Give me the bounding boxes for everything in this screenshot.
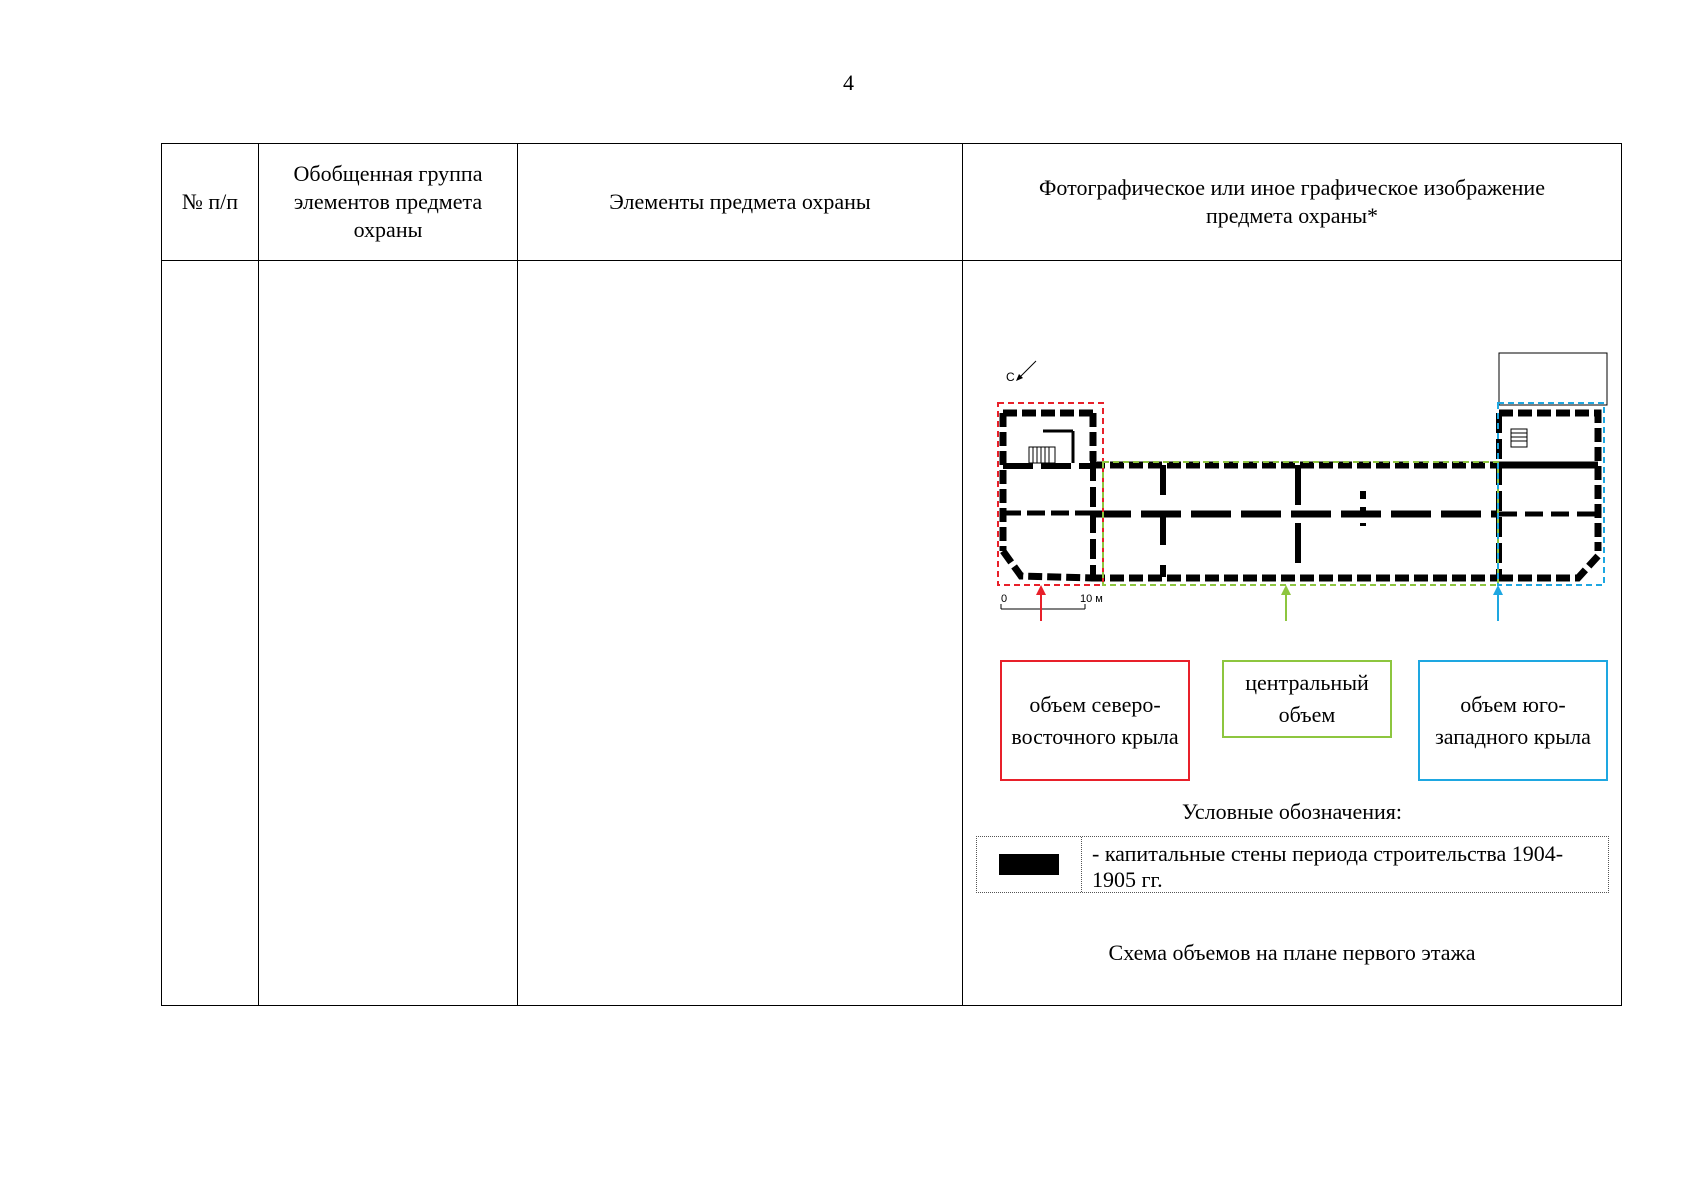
callout-northeast-volume: объем северо-восточного крыла: [1000, 660, 1190, 781]
protection-table: [161, 143, 1622, 1006]
southwest-volume-outline: [1498, 403, 1604, 585]
page-number: 4: [843, 70, 854, 95]
header-number: № п/п: [162, 144, 259, 261]
legend-table: [976, 836, 1609, 893]
floor-plan-figure: [963, 261, 1621, 1005]
capital-wall-swatch: [999, 854, 1059, 875]
cell-number: [162, 261, 259, 1006]
cell-elements: [518, 261, 963, 1006]
floor-plan-drawing: [973, 351, 1613, 605]
legend-swatch-cell: [977, 837, 1082, 892]
scale-bar: [1001, 593, 1103, 609]
header-group: Обобщенная группа элементов предмета охраны: [259, 144, 518, 261]
callout-southwest-volume: объем юго-западного крыла: [1418, 660, 1608, 781]
cell-group: [259, 261, 518, 1006]
table-row: [162, 261, 1622, 1006]
table-header-row: [162, 144, 1622, 261]
header-elements: Элементы предмета охраны: [518, 144, 963, 261]
header-image: Фотографическое или иное графическое изображение предмета охраны*: [963, 144, 1622, 261]
annex-outline: [1499, 353, 1607, 405]
cell-image: [963, 261, 1622, 1006]
svg-text:10 м: 10 м: [1080, 593, 1103, 605]
figure-caption: Схема объемов на плане первого этажа: [1108, 940, 1476, 965]
legend-title: Условные обозначения:: [1181, 799, 1403, 824]
svg-text:0: 0: [1001, 593, 1008, 605]
capital-walls: [1003, 413, 1598, 581]
callout-central-volume: центральный объем: [1222, 660, 1392, 738]
north-label: С: [1006, 370, 1015, 384]
legend-item-text: - капитальные стены периода строительства 1904-1905 гг.: [1092, 841, 1564, 892]
